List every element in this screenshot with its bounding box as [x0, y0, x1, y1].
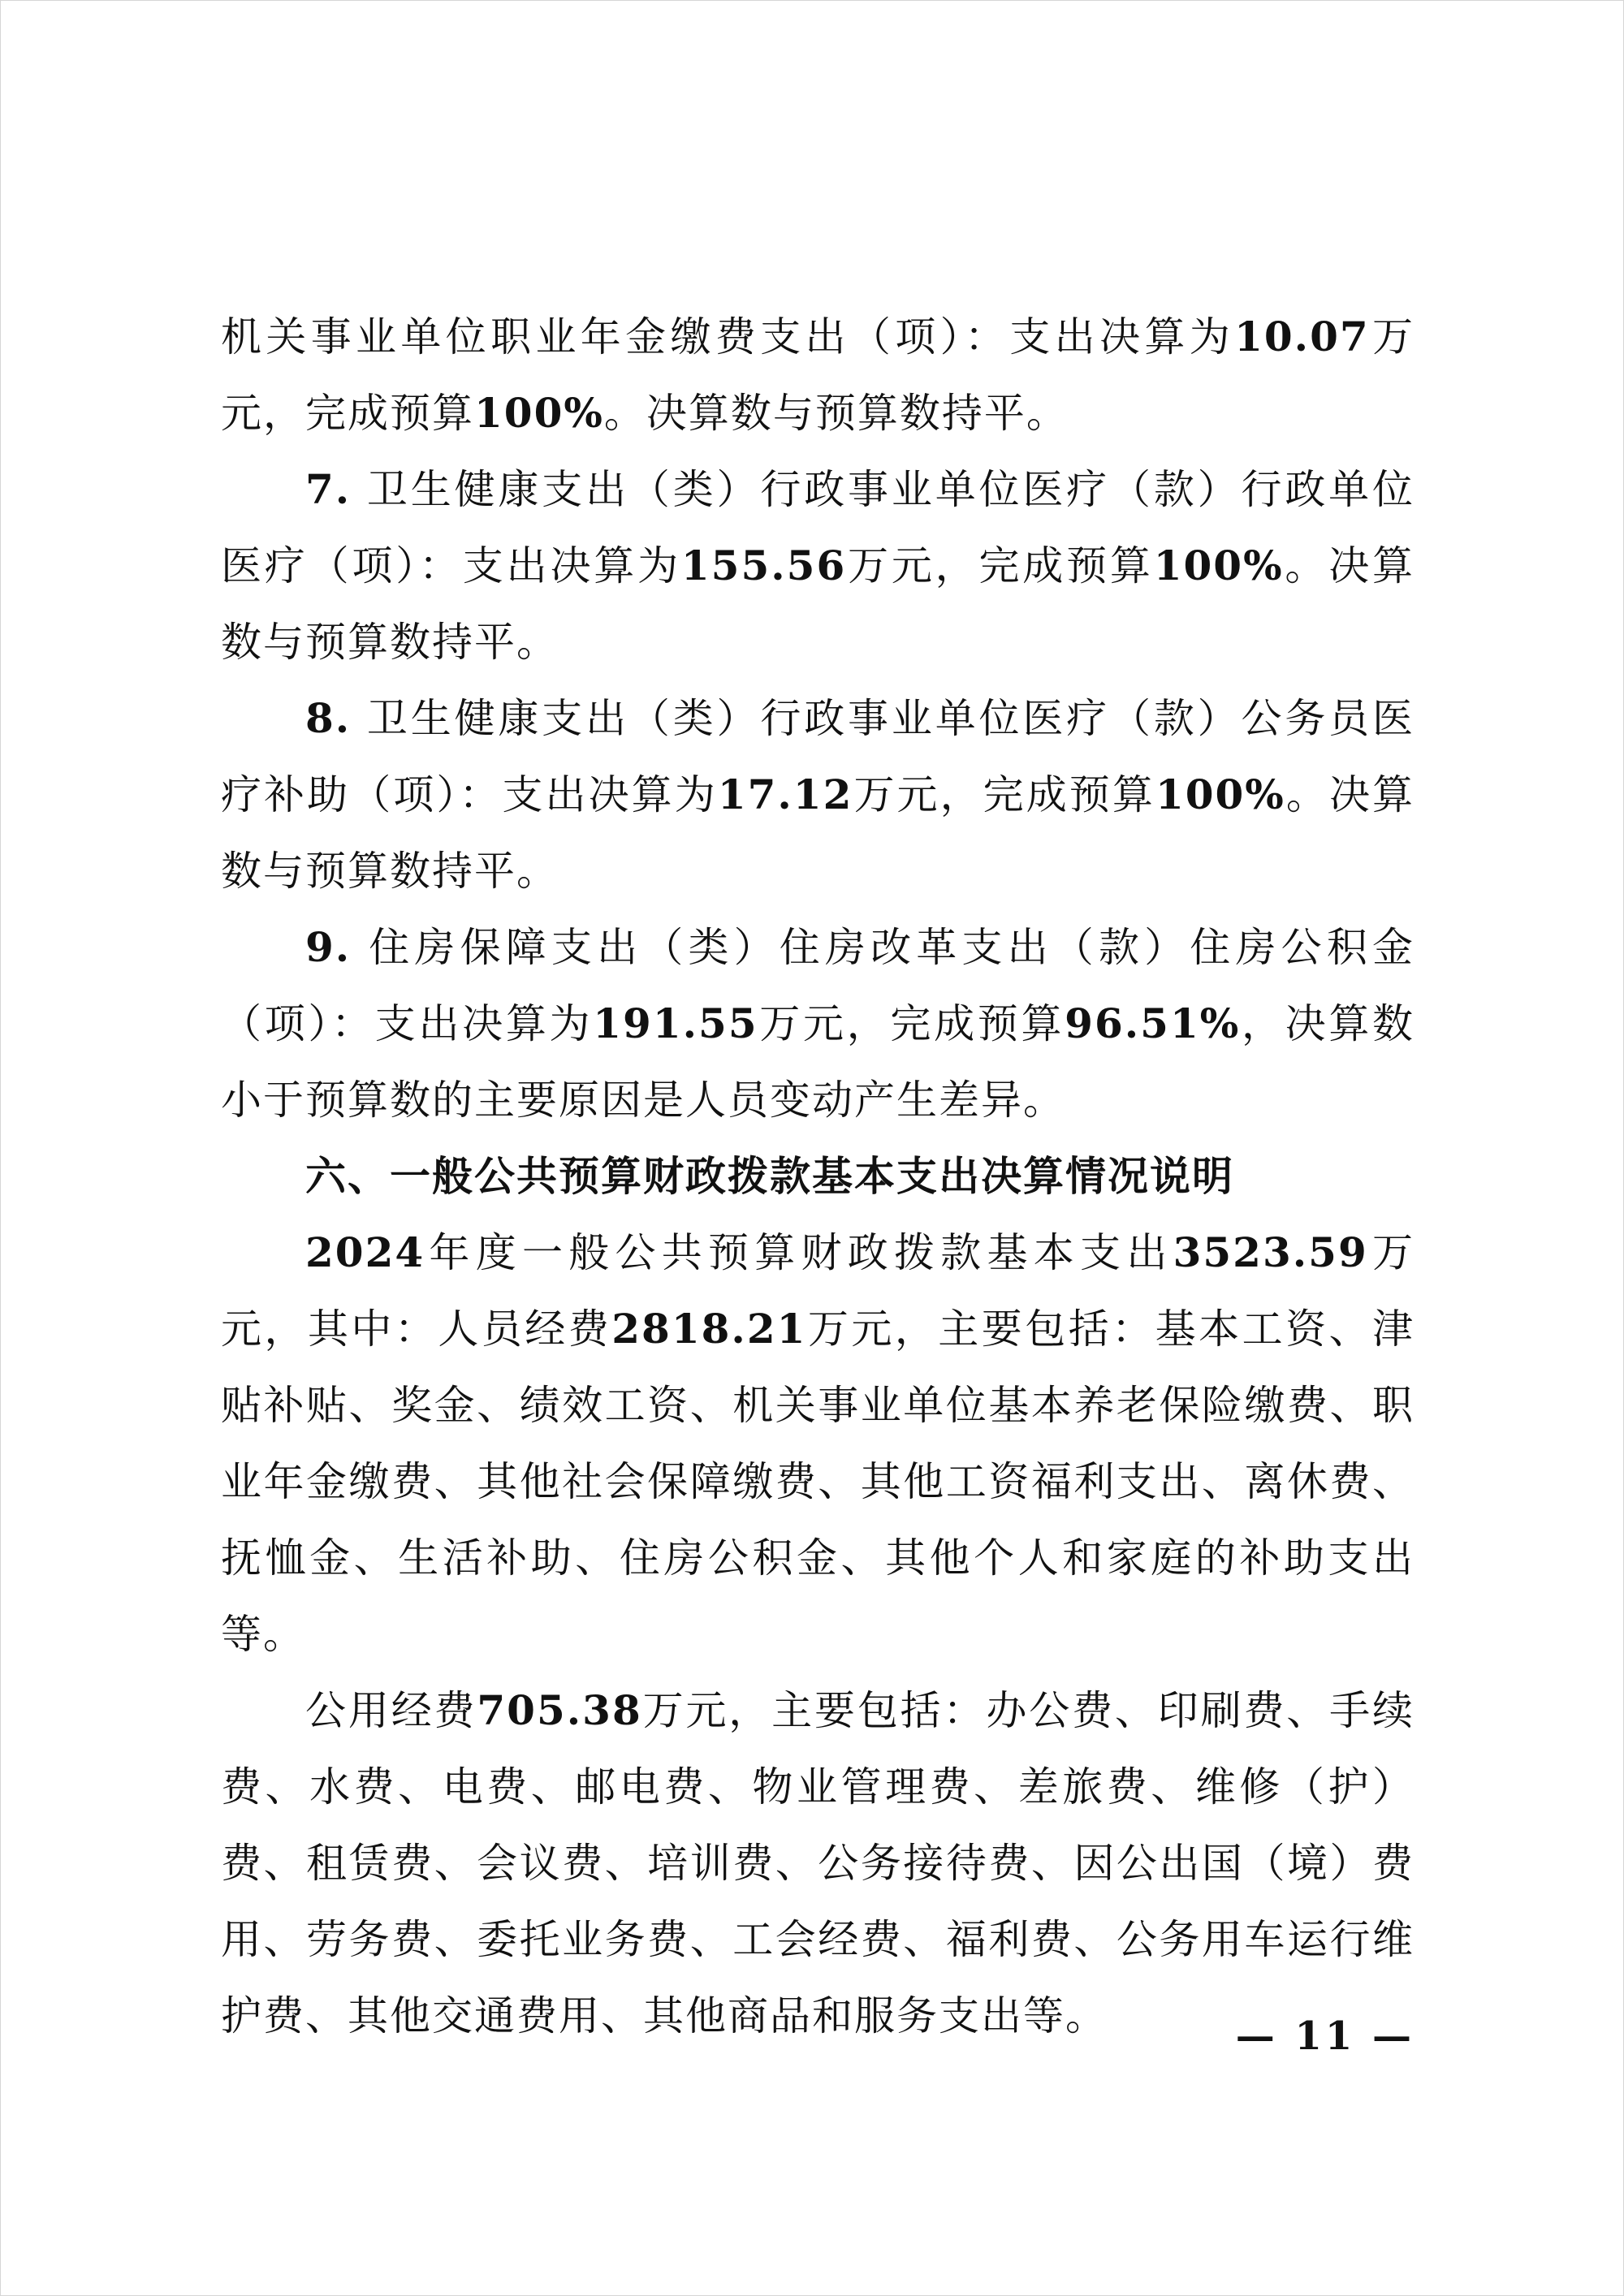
paragraph-pension-annuity [221, 299, 1415, 451]
year-value: 2024 [305, 1228, 425, 1276]
text: 卫生健康支出（类）行政事业单位医疗（款）公务员医疗补助（项）：支出决算为 [221, 695, 1415, 818]
text: 公用经费 [305, 1687, 477, 1734]
amount-value: 3523.59 [1173, 1228, 1368, 1276]
amount-value: 10.07 [1234, 313, 1370, 360]
text: 万元，完成预算 [853, 771, 1155, 818]
amount-value: 191.55 [593, 999, 758, 1047]
completion-rate: 100% [1153, 542, 1284, 589]
paragraph-item-8 [221, 680, 1415, 909]
section-heading: 六、一般公共预算财政拨款基本支出决算情况说明 [305, 1152, 1234, 1200]
text: 万元，完成预算 [846, 542, 1154, 589]
completion-rate: 100% [1155, 770, 1285, 818]
text: 。决算数与预算数持平。 [603, 390, 1069, 437]
text: 万元，主要包括：基本工资、津贴补贴、奖金、绩效工资、机关事业单位基本养老保险缴费、职业年金缴费、其他社会保障缴费、其他工资福利支出、离休费、抚恤金、生活补助、住房公积金、其他个人和家庭的补助支出等。 [221, 1306, 1415, 1658]
page-number: — 11 — [1235, 2013, 1415, 2059]
amount-value: 17.12 [717, 770, 853, 818]
text: 。决算数与预算数持平。 [221, 771, 1415, 895]
item-number: 8. [305, 694, 352, 742]
text: 卫生健康支出（类）行政事业单位医疗（款）行政单位医疗（项）：支出决算为 [221, 466, 1415, 589]
paragraph-public-expenses [221, 1672, 1415, 2054]
paragraph-item-7 [221, 451, 1415, 680]
text: 万元，主要包括：办公费、印刷费、手续费、水费、电费、邮电费、物业管理费、差旅费、维修（护）费、租赁费、会议费、培训费、公务接待费、因公出国（境）费用、劳务费、委托业务费、工会经费、福利费、公务用车运行维护费、其他交通费用、其他商品和服务支出等。 [221, 1687, 1415, 2039]
text: 。决算数与预算数持平。 [221, 542, 1415, 666]
item-number: 7. [305, 465, 352, 513]
text: 年度一般公共预算财政拨款基本支出 [425, 1229, 1173, 1276]
personnel-amount: 2818.21 [611, 1305, 807, 1353]
text: 住房保障支出（类）住房改革支出（款）住房公积金（项）：支出决算为 [221, 924, 1415, 1047]
amount-value: 155.56 [680, 542, 847, 589]
paragraph-basic-expenditure [221, 1215, 1415, 1672]
completion-rate: 96.51% [1065, 999, 1241, 1047]
paragraph-item-9 [221, 909, 1415, 1138]
item-number: 9. [305, 923, 352, 971]
text: 万元，其中：人员经费 [221, 1229, 1415, 1353]
completion-rate: 100% [474, 389, 604, 437]
text: 万元，完成预算 [758, 1000, 1065, 1047]
amount-value: 705.38 [477, 1686, 642, 1734]
text: 机关事业单位职业年金缴费支出（项）：支出决算为 [221, 313, 1235, 360]
text: 万元，完成预算 [221, 313, 1415, 437]
text: ，决算数小于预算数的主要原因是人员变动产生差异。 [221, 1000, 1415, 1124]
document-body [221, 299, 1415, 2054]
